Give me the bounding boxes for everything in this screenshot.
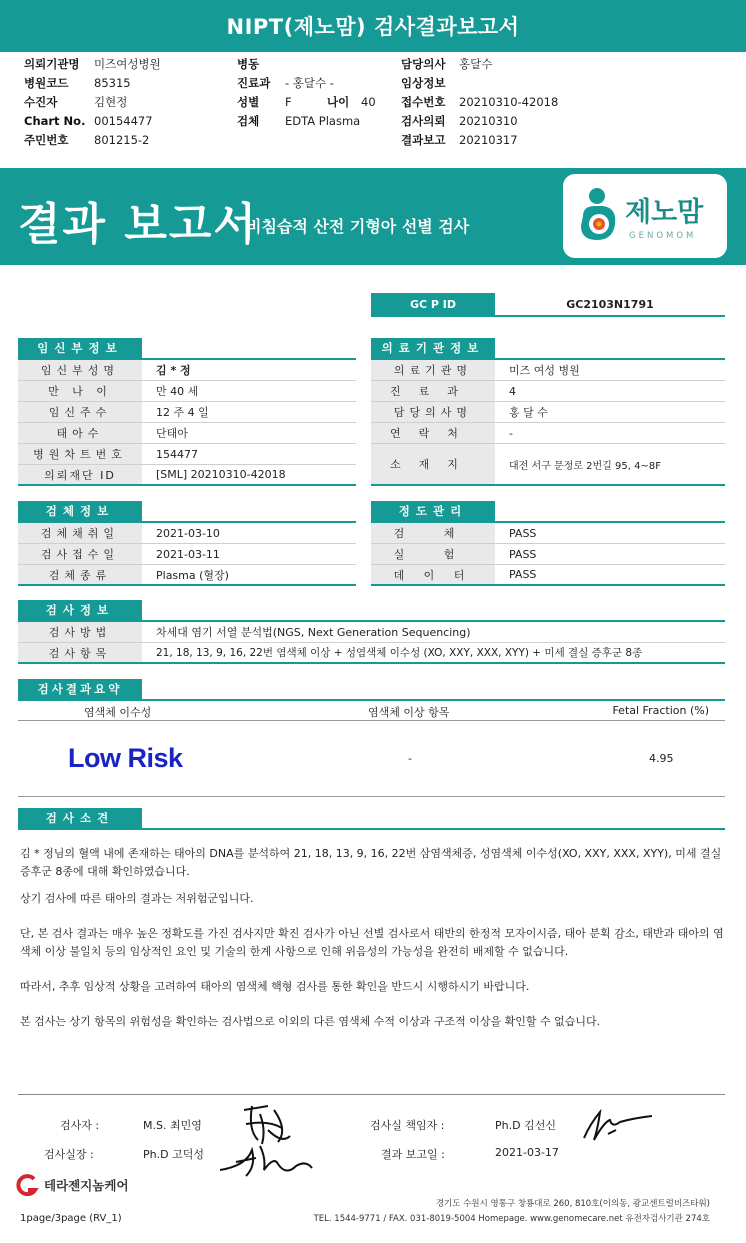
institution-field-label: 소재지 — [371, 444, 495, 484]
findings-paragraph: 상기 검사에 따른 태아의 결과는 저위험군입니다. — [20, 892, 254, 905]
qc-row — [371, 523, 725, 544]
specimen-row — [18, 523, 356, 544]
header-value: 85315 — [94, 76, 131, 90]
tester-label: 검사자 : — [60, 1119, 100, 1132]
header-info — [0, 52, 746, 160]
summary-section-heading: 검사결과요약 — [18, 679, 142, 699]
institution-section-heading: 의료기관정보 — [371, 338, 495, 358]
findings-paragraph: 김 * 정님의 혈액 내에 존재하는 태아의 DNA를 분석하여 21, 18, 13, 9, 16, 22번 삼염색체증, 성염색체 이수성(XO, XXY, XXX, XYY), 미세 결실 증후군 8종에 대해 확인하였습니다. — [20, 847, 722, 878]
test-field-label: 검사방법 — [18, 622, 142, 642]
specimen-row — [18, 544, 356, 565]
terragen-logo-icon — [14, 1174, 40, 1196]
header-value: 20210310 — [459, 114, 518, 128]
institution-address: 대전 서구 문정로 2번길 95, 4~8F — [509, 460, 661, 472]
qc-field-label: 검 체 — [371, 523, 495, 543]
patient-field-value: 12 주 4 일 — [156, 406, 209, 419]
patient-field-label: 병원차트번호 — [18, 444, 142, 464]
patient-field-value: 154477 — [156, 447, 198, 461]
banner-subtitle: 비침습적 산전 기형아 선별 검사 — [246, 217, 470, 236]
specimen-field-label: 검체채취일 — [18, 523, 142, 543]
specimen-field-value: 2021-03-11 — [156, 547, 220, 561]
header-key: 병동 — [237, 57, 260, 71]
director-label: 검사실장 : — [44, 1148, 94, 1161]
report-date: 2021-03-17 — [495, 1146, 559, 1159]
header-col-1 — [24, 55, 161, 150]
abnormal-items-value: - — [408, 752, 412, 765]
director-signature — [216, 1136, 316, 1180]
patient-row — [18, 465, 356, 486]
header-col-3 — [401, 55, 558, 150]
institution-row — [371, 381, 725, 402]
institution-row — [371, 444, 725, 486]
logo-subtext: GENOMOM — [629, 231, 697, 241]
test-row — [18, 643, 725, 664]
header-key: 결과보고 — [401, 133, 446, 147]
header-key: 담당의사 — [401, 57, 446, 71]
patient-field-label: 태아수 — [18, 423, 142, 443]
institution-row — [371, 360, 725, 381]
findings-section-heading: 검사소견 — [18, 808, 142, 828]
logo-text: 제노맘 — [625, 197, 704, 228]
header-key: 접수번호 — [401, 95, 446, 109]
patient-field-value: 단태아 — [156, 427, 188, 440]
chief-signature — [580, 1104, 656, 1144]
findings-paragraph: 따라서, 추후 임상적 상황을 고려하여 태아의 염색체 핵형 검사를 통한 확인을 반드시 시행하시기 바랍니다. — [20, 980, 530, 993]
header-key: Chart No. — [24, 114, 86, 128]
qc-field-label: 실 험 — [371, 544, 495, 564]
header-key: 검사의뢰 — [401, 114, 446, 128]
patient-row — [18, 423, 356, 444]
summary-col-fetal-fraction: Fetal Fraction (%) — [612, 704, 709, 717]
patient-field-label: 만 나 이 — [18, 381, 142, 401]
footer-logo — [14, 1174, 129, 1196]
header-value: 미즈여성병원 — [94, 57, 161, 71]
tester-name: M.S. 최민영 — [143, 1119, 202, 1132]
findings-paragraph: 단, 본 검사 결과는 매우 높은 정확도를 가진 검사지만 확진 검사가 아닌 선별 검사로서 태반의 한정적 모자이시즘, 태아 분획 감소, 태반과 태아의 염색체 이상 불일치 등의 임상적인 요인 및 기술의 한계 사항으로 인해 위음성의 가능성을 완전히 배제할 수 없습니다. — [20, 927, 724, 958]
qc-section-heading: 정도관리 — [371, 501, 495, 521]
institution-field-value: 미즈 여성 병원 — [509, 364, 580, 377]
header-key: 병원코드 — [24, 76, 69, 90]
institution-field-label: 연락처 — [371, 423, 495, 443]
qc-row — [371, 544, 725, 565]
banner-title: 결과 보고서 — [18, 199, 258, 250]
risk-result: Low Risk — [68, 743, 183, 773]
findings-paragraph: 본 검사는 상기 항목의 위험성을 확인하는 검사법으로 이외의 다른 염색체 수적 이상과 구조적 이상을 확인할 수 없습니다. — [20, 1015, 601, 1028]
summary-result-row — [18, 721, 725, 797]
test-row — [18, 622, 725, 643]
test-section-heading: 검사정보 — [18, 600, 142, 620]
header-key: 주민번호 — [24, 133, 69, 147]
summary-col-abnormal: 염색체 이상 항목 — [368, 706, 450, 719]
chief-label: 검사실 책임자 : — [370, 1119, 445, 1132]
summary-header-row — [18, 701, 725, 721]
result-banner — [0, 168, 746, 265]
institution-field-value: 4 — [509, 384, 516, 398]
specimen-field-value: Plasma (혈장) — [156, 568, 229, 582]
specimen-field-label: 검체종류 — [18, 565, 142, 584]
gcp-id-label: GC P ID — [371, 293, 495, 315]
report-title-bar — [0, 0, 746, 52]
header-col-2 — [237, 55, 376, 131]
patient-field-value: 만 40 세 — [156, 385, 199, 398]
institution-field-label: 진료과 — [371, 381, 495, 401]
company-name: 테라젠지놈케어 — [44, 1178, 129, 1193]
header-value: F — [285, 95, 292, 109]
specimen-field-label: 검사접수일 — [18, 544, 142, 564]
page-number: 1page/3page (RV_1) — [20, 1213, 122, 1224]
patient-field-label: 임신부성명 — [18, 360, 142, 380]
genomom-logo — [563, 174, 727, 258]
specimen-field-value: 2021-03-10 — [156, 526, 220, 540]
test-method: 차세대 염기 서열 분석법(NGS, Next Generation Sequencing) — [156, 626, 471, 639]
specimen-section-heading: 검체정보 — [18, 501, 142, 521]
age-value: 40 — [361, 95, 376, 109]
patient-row — [18, 381, 356, 402]
patient-field-label: 임신주수 — [18, 402, 142, 422]
patient-field-label: 의뢰재단 ID — [18, 465, 142, 484]
institution-field-value: - — [509, 426, 513, 440]
report-title: NIPT(제노맘) 검사결과보고서 — [226, 15, 520, 39]
qc-field-value: PASS — [509, 526, 537, 540]
institution-field-label: 의료기관명 — [371, 360, 495, 380]
test-items: 21, 18, 13, 9, 16, 22번 염색체 이상 + 성염색체 이수성 (XO, XXY, XXX, XYY) + 미세 결실 증후군 8종 — [156, 647, 643, 659]
age-label: 나이 — [327, 95, 350, 109]
header-value: 20210317 — [459, 133, 518, 147]
qc-field-value: PASS — [509, 568, 537, 581]
qc-field-value: PASS — [509, 547, 537, 561]
patient-row — [18, 360, 356, 381]
header-value: 801215-2 — [94, 133, 150, 147]
report-date-label: 결과 보고일 : — [381, 1148, 445, 1161]
institution-row — [371, 402, 725, 423]
chief-name: Ph.D 김선신 — [495, 1119, 556, 1132]
header-value: 00154477 — [94, 114, 153, 128]
header-value: EDTA Plasma — [285, 114, 361, 128]
header-key: 진료과 — [237, 76, 271, 90]
header-value: 김현정 — [94, 95, 128, 109]
mother-baby-icon — [573, 186, 625, 246]
findings-text — [20, 845, 724, 1031]
director-name: Ph.D 고덕성 — [143, 1148, 204, 1161]
footer-contact: TEL. 1544-9771 / FAX. 031-8019-5004 Homepage. www.genomecare.net 유전자검사기관 274호 — [313, 1214, 710, 1224]
fetal-fraction-value: 4.95 — [649, 752, 674, 765]
gcp-id-value: GC2103N1791 — [566, 297, 654, 311]
institution-field-label: 담당의사명 — [371, 402, 495, 422]
patient-name: 김 * 정 — [156, 364, 191, 377]
header-key: 의뢰기관명 — [24, 57, 80, 71]
footer-address: 경기도 수원시 영통구 창룡대로 260, 810호(이의동, 광교센트럴비즈타워) — [435, 1199, 710, 1209]
header-value: 20210310-42018 — [459, 95, 559, 109]
header-value: - 홍달수 - — [285, 76, 334, 90]
test-field-label: 검사항목 — [18, 643, 142, 662]
header-key: 수진자 — [24, 95, 58, 109]
qc-field-label: 데 이 터 — [371, 565, 495, 584]
patient-section-heading: 임신부정보 — [18, 338, 142, 358]
specimen-row — [18, 565, 356, 586]
patient-row — [18, 402, 356, 423]
institution-row — [371, 423, 725, 444]
header-key: 임상정보 — [401, 76, 446, 90]
summary-col-aneuploidy: 염색체 이수성 — [84, 706, 152, 719]
patient-row — [18, 444, 356, 465]
gcp-id-row — [371, 293, 725, 317]
header-key: 검체 — [237, 114, 260, 128]
patient-field-value: [SML] 20210310-42018 — [156, 468, 286, 481]
header-value: 홍달수 — [459, 57, 493, 71]
institution-field-value: 홍 달 수 — [509, 406, 548, 419]
header-key: 성별 — [237, 95, 260, 109]
qc-row — [371, 565, 725, 586]
